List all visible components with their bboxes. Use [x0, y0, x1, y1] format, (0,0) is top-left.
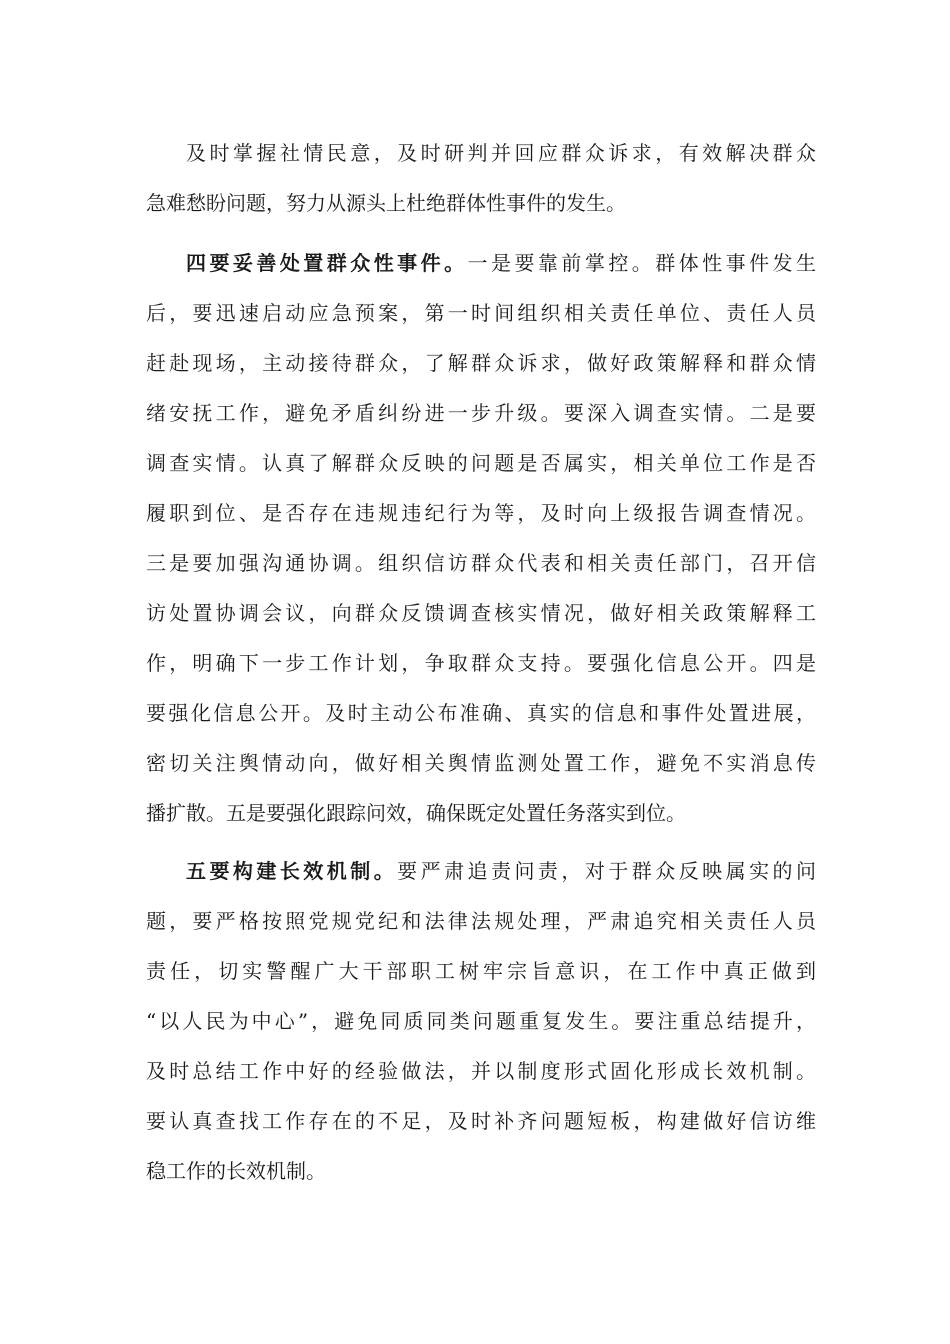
paragraph-line: 作，明确下一步工作计划，争取群众支持。要强化信息公开。四是 — [146, 651, 816, 675]
section-heading: 五要构建长效机制。 — [186, 859, 398, 883]
paragraph-line: 访处置协调会议，向群众反馈调查核实情况，做好相关政策解释工 — [146, 601, 816, 625]
paragraph-line: “以人民为中心”，避免同质同类问题重复发生。要注重总结提升， — [146, 1009, 816, 1033]
paragraph-line: 调查实情。认真了解群众反映的问题是否属实，相关单位工作是否 — [146, 451, 816, 475]
paragraph-first-line — [146, 238, 816, 288]
paragraph-line: 稳工作的长效机制。 — [146, 1159, 326, 1183]
section-heading: 四要妥善处置群众性事件。 — [186, 251, 468, 275]
paragraph-line: 及时掌握社情民意，及时研判并回应群众诉求，有效解决群众 — [186, 141, 816, 165]
heading-followup-text: 一是要靠前掌控。群体性事件发生 — [467, 251, 817, 275]
paragraph-line: 播扩散。五是要强化跟踪问效，确保既定处置任务落实到位。 — [146, 801, 686, 825]
paragraph-line: 急难愁盼问题，努力从源头上杜绝群体性事件的发生。 — [146, 191, 626, 215]
paragraph-first-line — [146, 846, 816, 896]
paragraph-line: 责任，切实警醒广大干部职工树牢宗旨意识，在工作中真正做到 — [146, 959, 816, 983]
heading-followup-text: 要严肃追责问责，对于群众反映属实的问 — [397, 859, 817, 883]
paragraph-line: 绪安抚工作，避免矛盾纠纷进一步升级。要深入调查实情。二是要 — [146, 401, 816, 425]
paragraph-line: 要认真查找工作存在的不足，及时补齐问题短板，构建做好信访维 — [146, 1109, 816, 1133]
paragraph-line: 及时总结工作中好的经验做法，并以制度形式固化形成长效机制。 — [146, 1059, 816, 1083]
paragraph-line: 后，要迅速启动应急预案，第一时间组织相关责任单位、责任人员 — [146, 301, 816, 325]
paragraph-line: 题，要严格按照党规党纪和法律法规处理，严肃追究相关责任人员 — [146, 909, 816, 933]
paragraph-2 — [146, 238, 816, 838]
paragraph-1 — [146, 128, 816, 228]
paragraph-line: 履职到位、是否存在违规违纪行为等，及时向上级报告调查情况。 — [146, 501, 816, 525]
paragraph-line: 要强化信息公开。及时主动公布准确、真实的信息和事件处置进展， — [146, 701, 816, 725]
paragraph-line: 密切关注舆情动向，做好相关舆情监测处置工作，避免不实消息传 — [146, 751, 816, 775]
paragraph-3 — [146, 846, 816, 1196]
paragraph-line: 三是要加强沟通协调。组织信访群众代表和相关责任部门，召开信 — [146, 551, 816, 575]
paragraph-line: 赶赴现场，主动接待群众，了解群众诉求，做好政策解释和群众情 — [146, 351, 816, 375]
